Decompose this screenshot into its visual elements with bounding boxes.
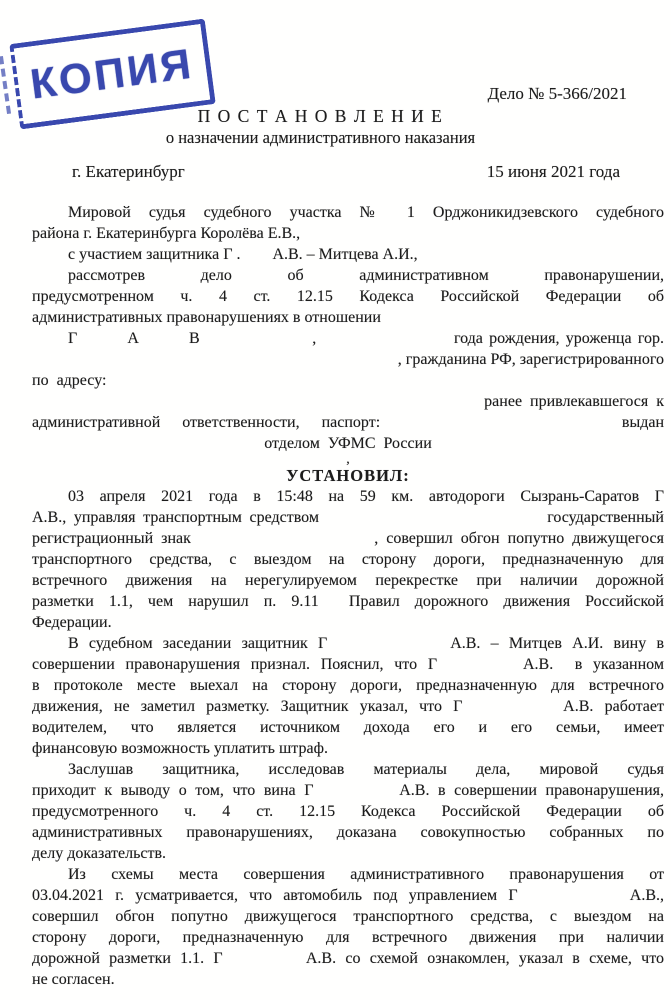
text-line: по адресу: xyxy=(32,372,107,389)
text-line: Из схемы места совершения административного правонарушения от xyxy=(68,866,664,883)
text-line: ранее привлекавшегося к xyxy=(484,393,664,410)
text-line: , гражданина РФ, зарегистрированного xyxy=(397,351,664,368)
text-line: движения, не заметил разметку. Защитник указал, что Г А.В. работает xyxy=(32,698,664,715)
text-line: приходит к выводу о том, что вина Г А.В. в совершении правонарушения, xyxy=(32,782,664,799)
text-line: А.В., управляя транспортным средством государственный xyxy=(32,509,664,526)
text-line: предусмотренного ч. 4 ст. 12.15 Кодекса Российской Федерации об xyxy=(32,803,664,820)
text-line: не согласен. xyxy=(32,971,115,988)
text-line: Федерации. xyxy=(32,614,112,631)
case-number: Дело № 5-366/2021 xyxy=(487,84,627,103)
text-line: совершении правонарушения признал. Пояснил, что Г А.В. в указанном xyxy=(32,656,664,673)
document-body xyxy=(32,202,664,990)
text-line: делу доказательств. xyxy=(32,845,167,862)
city-label: г. Екатеринбург xyxy=(72,162,185,181)
document-subtitle: о назначении административного наказания xyxy=(165,128,476,147)
text-line: района г. Екатеринбурга Королёва Е.В., xyxy=(32,225,301,242)
copy-stamp-label: КОПИЯ xyxy=(27,39,197,108)
text-line: административных правонарушениях в отношении xyxy=(32,309,381,326)
text-line: с участием защитника Г . А.В. – Митцева А.И., xyxy=(68,246,418,263)
text-line: встречного движения на нерегулируемом перекрестке при наличии дорожной xyxy=(32,572,664,589)
text-line: финансовую возможность уплатить штраф. xyxy=(32,740,328,757)
city-date-row xyxy=(72,162,620,182)
text-line: водителем, что является источником дохода его и его семьи, имеет xyxy=(32,719,664,736)
text-line: в протоколе месте выехал на сторону дороги, предназначенную для встречного xyxy=(32,677,664,694)
text-line: административной ответственности, паспорт: выдан xyxy=(32,414,664,431)
text-line: разметки 1.1, чем нарушил п. 9.11 Правил дорожного движения Российской xyxy=(32,593,664,610)
text-line: Мировой судья судебного участка № 1 Орджоникидзевского судебного xyxy=(68,204,664,221)
text-line: дорожной разметки 1.1. Г А.В. со схемой ознакомлен, указал в схеме, что xyxy=(32,950,664,967)
text-line: отделом УФМС России xyxy=(264,435,432,452)
text-line: В судебном заседании защитник Г А.В. – Митцев А.И. вину в xyxy=(68,635,664,652)
text-line: предусмотренном ч. 4 ст. 12.15 Кодекса Российской Федерации об xyxy=(32,288,664,305)
text-line: сторону дороги, предназначенную для встречного движения при наличии xyxy=(32,929,664,946)
text-line: , xyxy=(346,452,350,467)
text-line: совершил обгон попутно движущегося транспортного средства, с выездом на xyxy=(32,908,664,925)
text-line: административных правонарушениях, доказана совокупностью собранных по xyxy=(32,824,664,841)
text-line: рассмотрев дело об административном правонарушении, xyxy=(68,267,664,284)
date-label: 15 июня 2021 года xyxy=(486,162,620,181)
text-line: транспортного средства, с выездом на сторону дороги, предназначенную для xyxy=(32,551,664,568)
text-line: Заслушав защитника, исследовав материалы дела, мировой судья xyxy=(68,761,664,778)
text-line: Г А В , года рождения, уроженца гор. xyxy=(68,330,664,347)
section-heading: УСТАНОВИЛ: xyxy=(286,466,410,485)
text-line: регистрационный знак , совершил обгон попутно движущегося xyxy=(32,530,664,547)
document-title: П О С Т А Н О В Л Е Н И Е xyxy=(197,106,444,126)
text-line: 03 апреля 2021 года в 15:48 на 59 км. автодороги Сызрань-Саратов Г xyxy=(68,488,664,505)
text-line: 03.04.2021 г. усматривается, что автомобиль под управлением Г А.В., xyxy=(32,887,664,904)
